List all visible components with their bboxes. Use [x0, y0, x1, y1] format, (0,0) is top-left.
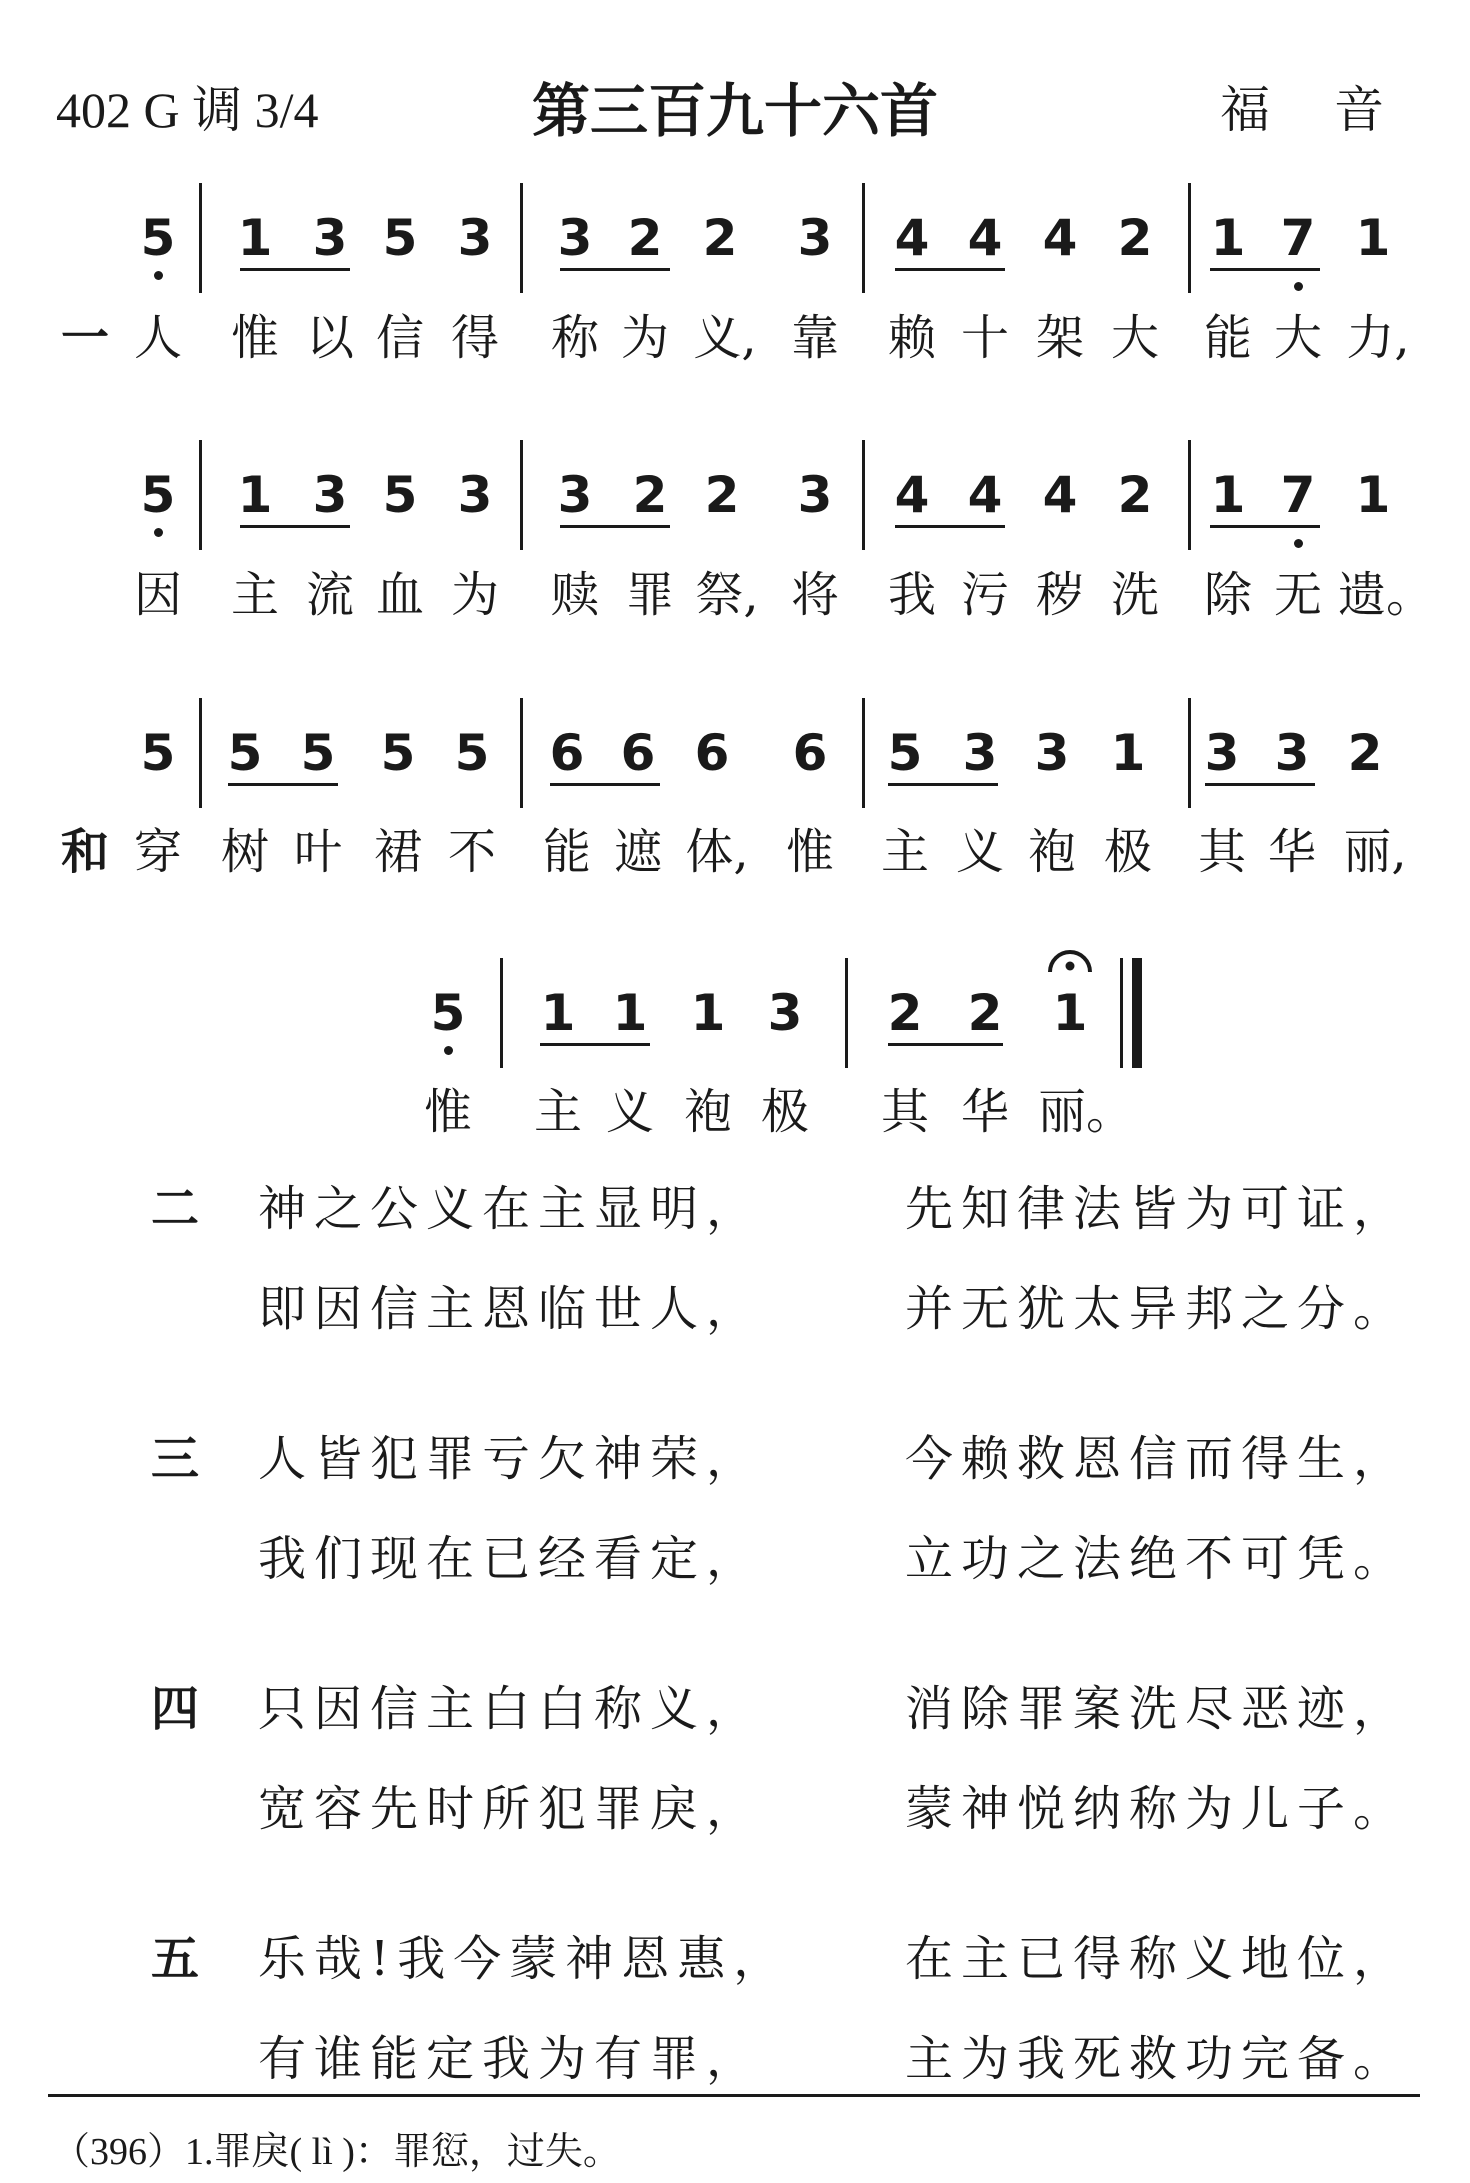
- note: 6: [792, 724, 828, 782]
- bar-line: [520, 698, 523, 808]
- beam-underline: [1210, 268, 1320, 271]
- low-octave-dot: [154, 528, 163, 537]
- note: 3: [1274, 724, 1310, 782]
- lyric: 因: [133, 567, 182, 623]
- verse-number: 二: [150, 1181, 199, 1237]
- lyric: 流: [305, 567, 354, 623]
- lyric: 袍: [1027, 824, 1076, 880]
- lyric: 惟: [423, 1084, 472, 1140]
- note: 4: [1042, 209, 1078, 267]
- bar-line: [1188, 440, 1191, 550]
- verse-number: 五: [150, 1931, 199, 1987]
- lyric: 称: [550, 310, 599, 366]
- bar-line: [862, 183, 865, 293]
- note: 6: [620, 724, 656, 782]
- lyric: 一: [60, 310, 109, 366]
- note: 3: [457, 466, 493, 524]
- lyric: 信: [375, 310, 424, 366]
- beam-underline: [240, 268, 350, 271]
- beam-underline: [560, 525, 670, 528]
- hymn-title: 第三百九十六首: [531, 77, 938, 145]
- lyric: 裙: [373, 824, 422, 880]
- lyric: 义,: [693, 310, 757, 366]
- low-octave-dot: [1294, 282, 1303, 291]
- note: 5: [454, 724, 490, 782]
- note: 3: [312, 466, 348, 524]
- note: 2: [1117, 209, 1153, 267]
- verse-number: 三: [150, 1431, 199, 1487]
- final-bar-thin: [1120, 958, 1123, 1068]
- verse-line: 有谁能定我为有罪，: [258, 2031, 763, 2087]
- verse-line: 人皆犯罪亏欠神荣，: [258, 1431, 763, 1487]
- note: 4: [1042, 466, 1078, 524]
- beam-underline: [560, 268, 670, 271]
- lyric: 惟: [785, 824, 834, 880]
- bar-line: [1188, 183, 1191, 293]
- lyric: 义: [605, 1084, 654, 1140]
- lyric: 无: [1273, 567, 1322, 623]
- note: 2: [967, 984, 1003, 1042]
- lyric: 华: [960, 1084, 1009, 1140]
- lyric: 十: [960, 310, 1009, 366]
- note: 5: [382, 466, 418, 524]
- lyric: 主: [230, 567, 279, 623]
- lyric: 丽。: [1038, 1084, 1135, 1140]
- note: 1: [1110, 724, 1146, 782]
- note: 1: [237, 209, 273, 267]
- note: 2: [887, 984, 923, 1042]
- note: 4: [894, 466, 930, 524]
- bar-line: [500, 958, 503, 1068]
- note: 5: [430, 984, 466, 1042]
- lyric: 赎: [550, 567, 599, 623]
- beam-underline: [240, 525, 350, 528]
- lyric: 极: [1103, 824, 1152, 880]
- note: 3: [557, 209, 593, 267]
- lyric: 遗。: [1338, 567, 1435, 623]
- lyric: 华: [1267, 824, 1316, 880]
- footnote-divider: [48, 2094, 1420, 2097]
- bar-line: [199, 698, 202, 808]
- lyric: 大: [1273, 310, 1322, 366]
- lyric: 主: [880, 824, 929, 880]
- lyric: 赖: [887, 310, 936, 366]
- lyric: 能: [542, 824, 591, 880]
- bar-line: [199, 183, 202, 293]
- lyric: 极: [760, 1084, 809, 1140]
- footnote: （396）1.罪戾( lì )：罪愆，过失。: [52, 2131, 621, 2173]
- lyric: 丽,: [1343, 824, 1407, 880]
- beam-underline: [1205, 783, 1315, 786]
- note: 3: [312, 209, 348, 267]
- lyric: 污: [960, 567, 1009, 623]
- note: 3: [962, 724, 998, 782]
- note: 2: [627, 209, 663, 267]
- note: 6: [549, 724, 585, 782]
- note: 1: [1210, 466, 1246, 524]
- lyric: 将: [790, 567, 839, 623]
- note: 5: [300, 724, 336, 782]
- note: 5: [140, 466, 176, 524]
- beam-underline: [888, 783, 998, 786]
- bar-line: [1188, 698, 1191, 808]
- bar-line: [520, 183, 523, 293]
- hymn-category: 福 音: [1220, 81, 1408, 139]
- note: 3: [797, 209, 833, 267]
- note: 1: [1052, 984, 1088, 1042]
- verse-line: 先知律法皆为可证，: [905, 1181, 1410, 1237]
- note: 2: [704, 466, 740, 524]
- lyric: 力,: [1346, 310, 1410, 366]
- verse-line: 即因信主恩临世人，: [258, 1281, 763, 1337]
- fermata-icon: [1046, 940, 1094, 976]
- note: 3: [797, 466, 833, 524]
- note: 5: [140, 209, 176, 267]
- lyric: 祭,: [695, 567, 759, 623]
- beam-underline: [550, 783, 660, 786]
- verse-line: 主为我死救功完备。: [905, 2031, 1410, 2087]
- note: 3: [557, 466, 593, 524]
- lyric: 叶: [293, 824, 342, 880]
- lyric: 除: [1203, 567, 1252, 623]
- hymn-number-key: 402 G 调 3/4: [56, 82, 319, 138]
- verse-line: 立功之法绝不可凭。: [905, 1531, 1410, 1587]
- lyric: 以: [305, 310, 354, 366]
- bar-line: [862, 698, 865, 808]
- note: 1: [1210, 209, 1246, 267]
- lyric: 为: [620, 310, 669, 366]
- beam-underline: [895, 525, 1005, 528]
- lyric: 能: [1203, 310, 1252, 366]
- verse-line: 消除罪案洗尽恶迹，: [905, 1681, 1410, 1737]
- verse-line: 乐哉!我今蒙神恩惠，: [258, 1931, 790, 1987]
- low-octave-dot: [154, 271, 163, 280]
- note: 2: [632, 466, 668, 524]
- note: 1: [1355, 466, 1391, 524]
- verse-line: 神之公义在主显明，: [258, 1181, 763, 1237]
- bar-line: [845, 958, 848, 1068]
- note: 7: [1280, 209, 1316, 267]
- bar-line: [199, 440, 202, 550]
- low-octave-dot: [1294, 539, 1303, 548]
- verse-line: 只因信主白白称义，: [258, 1681, 763, 1737]
- lyric: 罪: [625, 567, 674, 623]
- final-bar-thick: [1132, 958, 1142, 1068]
- note: 1: [237, 466, 273, 524]
- lyric: 我: [887, 567, 936, 623]
- verse-line: 今赖救恩信而得生，: [905, 1431, 1410, 1487]
- note: 5: [382, 209, 418, 267]
- note: 5: [887, 724, 923, 782]
- note: 4: [967, 466, 1003, 524]
- beam-underline: [1210, 525, 1320, 528]
- lyric: 得: [450, 310, 499, 366]
- note: 1: [1355, 209, 1391, 267]
- verse-line: 并无犹太异邦之分。: [905, 1281, 1410, 1337]
- verse-line: 宽容先时所犯罪戾，: [258, 1781, 763, 1837]
- lyric: 其: [1197, 824, 1246, 880]
- beam-underline: [888, 1043, 1003, 1046]
- note: 2: [1347, 724, 1383, 782]
- note: 4: [894, 209, 930, 267]
- lyric: 为: [450, 567, 499, 623]
- lyric: 秽: [1035, 567, 1084, 623]
- verse-line: 在主已得称义地位，: [905, 1931, 1410, 1987]
- lyric: 主: [533, 1084, 582, 1140]
- lyric: 惟: [230, 310, 279, 366]
- verse-number: 四: [150, 1681, 199, 1737]
- note: 1: [690, 984, 726, 1042]
- lyric: 遮: [613, 824, 662, 880]
- lyric: 袍: [683, 1084, 732, 1140]
- note: 6: [694, 724, 730, 782]
- note: 3: [457, 209, 493, 267]
- low-octave-dot: [444, 1046, 453, 1055]
- note: 1: [540, 984, 576, 1042]
- lyric: 血: [375, 567, 424, 623]
- lyric: 洗: [1110, 567, 1159, 623]
- note: 2: [1117, 466, 1153, 524]
- lyric: 人: [133, 310, 182, 366]
- beam-underline: [540, 1043, 650, 1046]
- lyric: 其: [880, 1084, 929, 1140]
- lyric: 树: [220, 824, 269, 880]
- note: 5: [380, 724, 416, 782]
- note: 3: [1204, 724, 1240, 782]
- note: 3: [767, 984, 803, 1042]
- bar-line: [520, 440, 523, 550]
- bar-line: [862, 440, 865, 550]
- note: 4: [967, 209, 1003, 267]
- lyric: 穿: [133, 824, 182, 880]
- note: 2: [702, 209, 738, 267]
- beam-underline: [895, 268, 1005, 271]
- lyric: 体,: [685, 824, 749, 880]
- lyric: 义: [955, 824, 1004, 880]
- lyric: 不: [447, 824, 496, 880]
- lyric: 大: [1110, 310, 1159, 366]
- lyric: 靠: [790, 310, 839, 366]
- lyric: 和: [60, 824, 109, 880]
- beam-underline: [228, 783, 338, 786]
- note: 7: [1280, 466, 1316, 524]
- verse-line: 我们现在已经看定，: [258, 1531, 763, 1587]
- note: 5: [227, 724, 263, 782]
- note: 3: [1034, 724, 1070, 782]
- note: 5: [140, 724, 176, 782]
- lyric: 架: [1035, 310, 1084, 366]
- note: 1: [612, 984, 648, 1042]
- verse-line: 蒙神悦纳称为儿子。: [905, 1781, 1410, 1837]
